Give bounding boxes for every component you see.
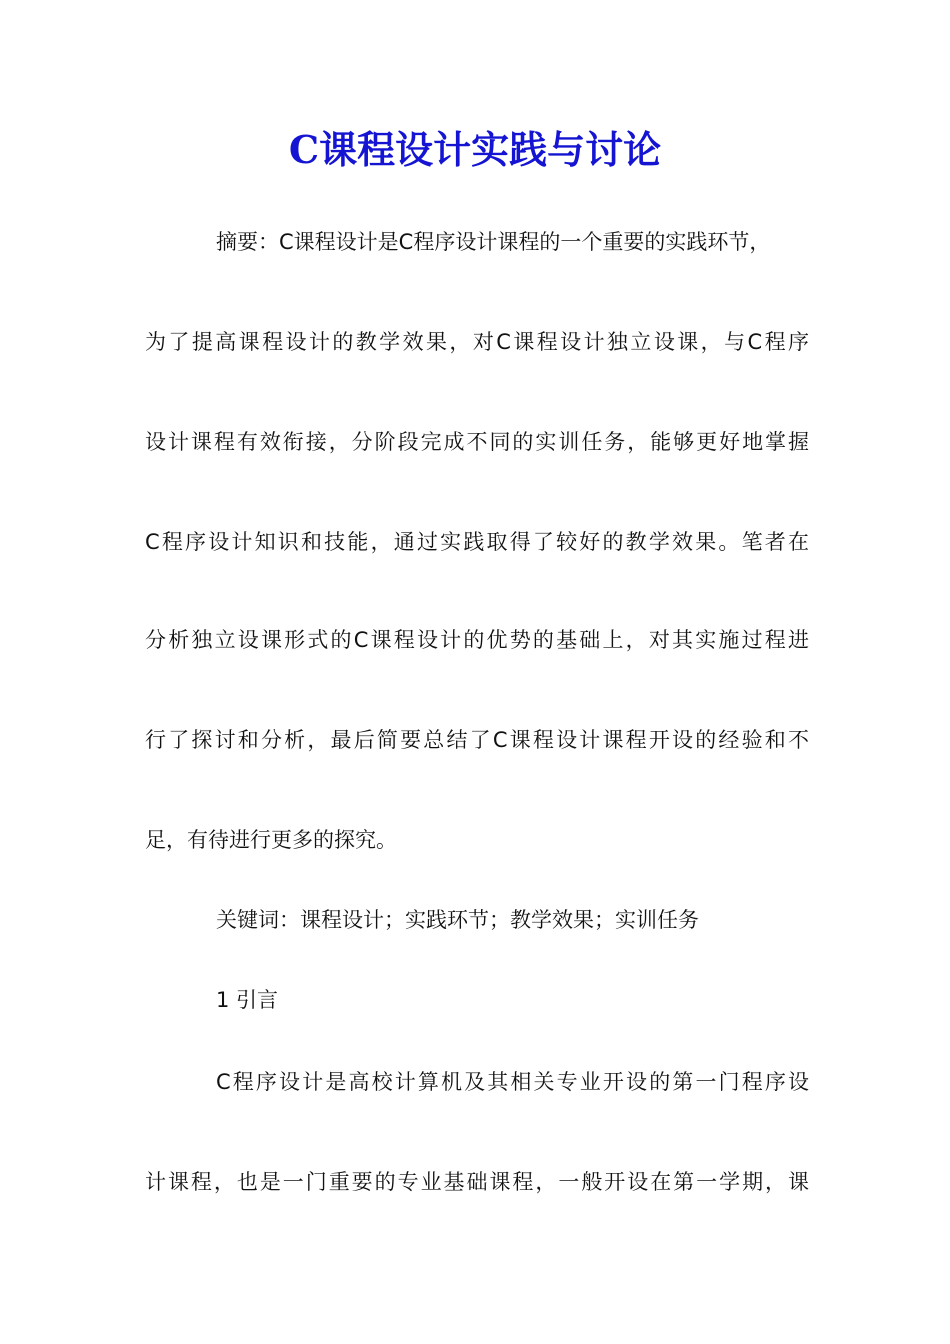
section-heading: 1 引言 xyxy=(216,988,279,1012)
intro-line-2: 计课程，也是一门重要的专业基础课程，一般开设在第一学期，课 xyxy=(145,1170,809,1194)
abstract-line-4: C程序设计知识和技能，通过实践取得了较好的教学效果。笔者在 xyxy=(145,530,809,554)
abstract-line-1: 摘要：C课程设计是C程序设计课程的一个重要的实践环节， xyxy=(216,230,771,254)
abstract-line-5: 分析独立设课形式的C课程设计的优势的基础上，对其实施过程进 xyxy=(145,628,809,652)
abstract-line-6: 行了探讨和分析，最后简要总结了C课程设计课程开设的经验和不 xyxy=(145,728,809,752)
abstract-line-7: 足，有待进行更多的探究。 xyxy=(145,828,397,852)
intro-line-1: C程序设计是高校计算机及其相关专业开设的第一门程序设 xyxy=(216,1070,809,1094)
keywords: 关键词：课程设计；实践环节；教学效果；实训任务 xyxy=(216,908,699,932)
abstract-line-2: 为了提高课程设计的教学效果，对C课程设计独立设课，与C程序 xyxy=(145,330,809,354)
abstract-line-3: 设计课程有效衔接，分阶段完成不同的实训任务，能够更好地掌握 xyxy=(145,430,809,454)
document-title: C课程设计实践与讨论 xyxy=(288,127,662,172)
